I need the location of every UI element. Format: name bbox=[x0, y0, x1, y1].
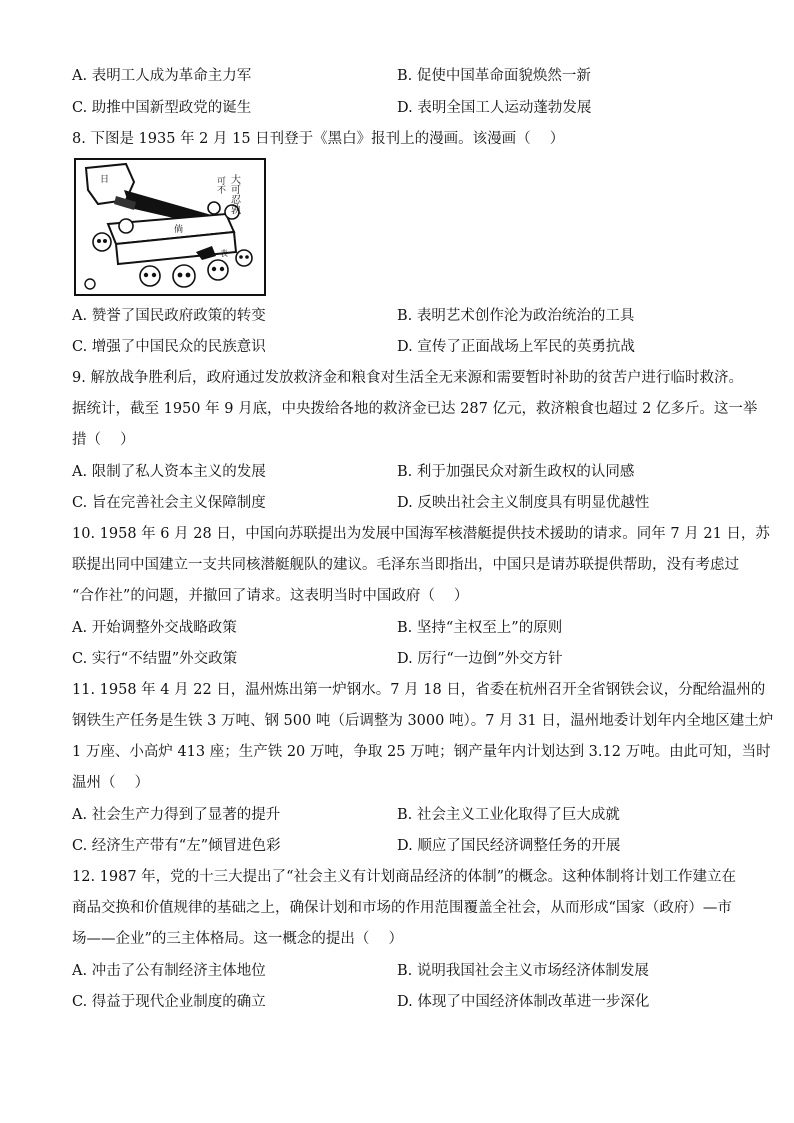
q10-option-b: B. 坚持“主权至上”的原则 bbox=[397, 620, 563, 636]
q8-stem: 8. 下图是 1935 年 2 月 15 日刊登于《黑白》报刊上的漫画。该漫画（ ） bbox=[72, 131, 565, 147]
signature-mark bbox=[85, 279, 95, 289]
q9-stem-line1: 9. 解放战争胜利后，政府通过发放救济金和粮食对生活全无来源和需要暂时补助的贫苦户进行临时救济。 bbox=[72, 370, 743, 386]
cartoon-text-right-2: 可不 bbox=[215, 176, 225, 194]
q12-option-c: C. 得益于现代企业制度的确立 bbox=[72, 994, 266, 1010]
q12-option-d: D. 体现了中国经济体制改革进一步深化 bbox=[397, 994, 650, 1010]
q9-stem-line2: 据统计，截至 1950 年 9 月底，中央拨给各地的救济金已达 287 亿元，救济粮食也超过 2 亿多斤。这一举 bbox=[72, 401, 758, 417]
q11-option-b: B. 社会主义工业化取得了巨大成就 bbox=[397, 807, 620, 823]
q8-option-a: A. 赞誉了国民政府政策的转变 bbox=[72, 308, 266, 324]
q9-option-b: B. 利于加强民众对新生政权的认同感 bbox=[397, 464, 635, 480]
q10-stem-line1: 10. 1958 年 6 月 28 日，中国向苏联提出为发展中国海军核潜艇提供技术援助的请求。同年 7 月 21 日，苏 bbox=[72, 526, 770, 542]
q11-option-d: D. 顺应了国民经济调整任务的开展 bbox=[397, 838, 621, 854]
q7-option-a: A. 表明工人成为革命主力军 bbox=[72, 68, 252, 84]
skull-label: 表 bbox=[220, 249, 228, 258]
slab-label: 倘 bbox=[174, 225, 184, 235]
q8-cartoon-image bbox=[74, 158, 266, 296]
hand-label: 日 bbox=[100, 175, 110, 185]
q12-stem-line1: 12. 1987 年，党的十三大提出了“社会主义有计划商品经济的体制”的概念。这种体制将计划工作建立在 bbox=[72, 869, 737, 885]
cartoon-drawing bbox=[76, 160, 264, 294]
q10-option-a: A. 开始调整外交战略政策 bbox=[72, 620, 237, 636]
q11-option-c: C. 经济生产带有“左”倾冒进色彩 bbox=[72, 838, 281, 854]
q11-stem-line3: 1 万座、小高炉 413 座；生产铁 20 万吨，争取 25 万吨；钢产量年内计划达到 3.12 万吨。由此可知，当时 bbox=[72, 744, 771, 760]
q12-stem-line3: 场——企业”的三主体格局。这一概念的提出（ ） bbox=[72, 931, 404, 947]
q12-option-a: A. 冲击了公有制经济主体地位 bbox=[72, 963, 266, 979]
q7-option-d: D. 表明全国工人运动蓬勃发展 bbox=[397, 100, 592, 116]
q11-stem-line4: 温州（ ） bbox=[72, 775, 150, 791]
q12-stem-line2: 商品交换和价值规律的基础之上，确保计划和市场的作用范围覆盖全社会，从而形成“国家（政府）—市 bbox=[72, 900, 732, 916]
q10-option-d: D. 厉行“一边倒”外交方针 bbox=[397, 651, 563, 667]
q10-option-c: C. 实行“不结盟”外交政策 bbox=[72, 651, 238, 667]
q11-option-a: A. 社会生产力得到了显著的提升 bbox=[72, 807, 281, 823]
q10-stem-line2: 联提出同中国建立一支共同核潜艇舰队的建议。毛泽东当即指出，中国只是请苏联提供帮助，没有考虑过 bbox=[72, 557, 739, 573]
q10-stem-line3: “合作社”的问题，并撤回了请求。这表明当时中国政府（ ） bbox=[72, 588, 469, 604]
q11-stem-line1: 11. 1958 年 4 月 22 日，温州炼出第一炉钢水。7 月 18 日，省委在杭州召开全省钢铁会议，分配给温州的 bbox=[72, 682, 766, 698]
q11-stem-line2: 钢铁生产任务是生铁 3 万吨、钢 500 吨（后调整为 3000 吨）。7 月 31 日，温州地委计划年内全地区建土炉 bbox=[72, 713, 774, 729]
q8-option-c: C. 增强了中国民众的民族意识 bbox=[72, 339, 266, 355]
q12-option-b: B. 说明我国社会主义市场经济体制发展 bbox=[397, 963, 649, 979]
q7-option-c: C. 助推中国新型政党的诞生 bbox=[72, 100, 252, 116]
q9-stem-line3: 措（ ） bbox=[72, 432, 135, 448]
q8-option-b: B. 表明艺术创作沦为政治统治的工具 bbox=[397, 308, 635, 324]
q9-option-a: A. 限制了私人资本主义的发展 bbox=[72, 464, 266, 480]
q7-option-b: B. 促使中国革命面貌焕然一新 bbox=[397, 68, 591, 84]
q8-option-d: D. 宣传了正面战场上军民的英勇抗战 bbox=[397, 339, 635, 355]
q9-option-d: D. 反映出社会主义制度具有明显优越性 bbox=[397, 495, 650, 511]
cartoon-text-right: 大可忍孰 bbox=[228, 174, 240, 214]
q9-option-c: C. 旨在完善社会主义保障制度 bbox=[72, 495, 266, 511]
